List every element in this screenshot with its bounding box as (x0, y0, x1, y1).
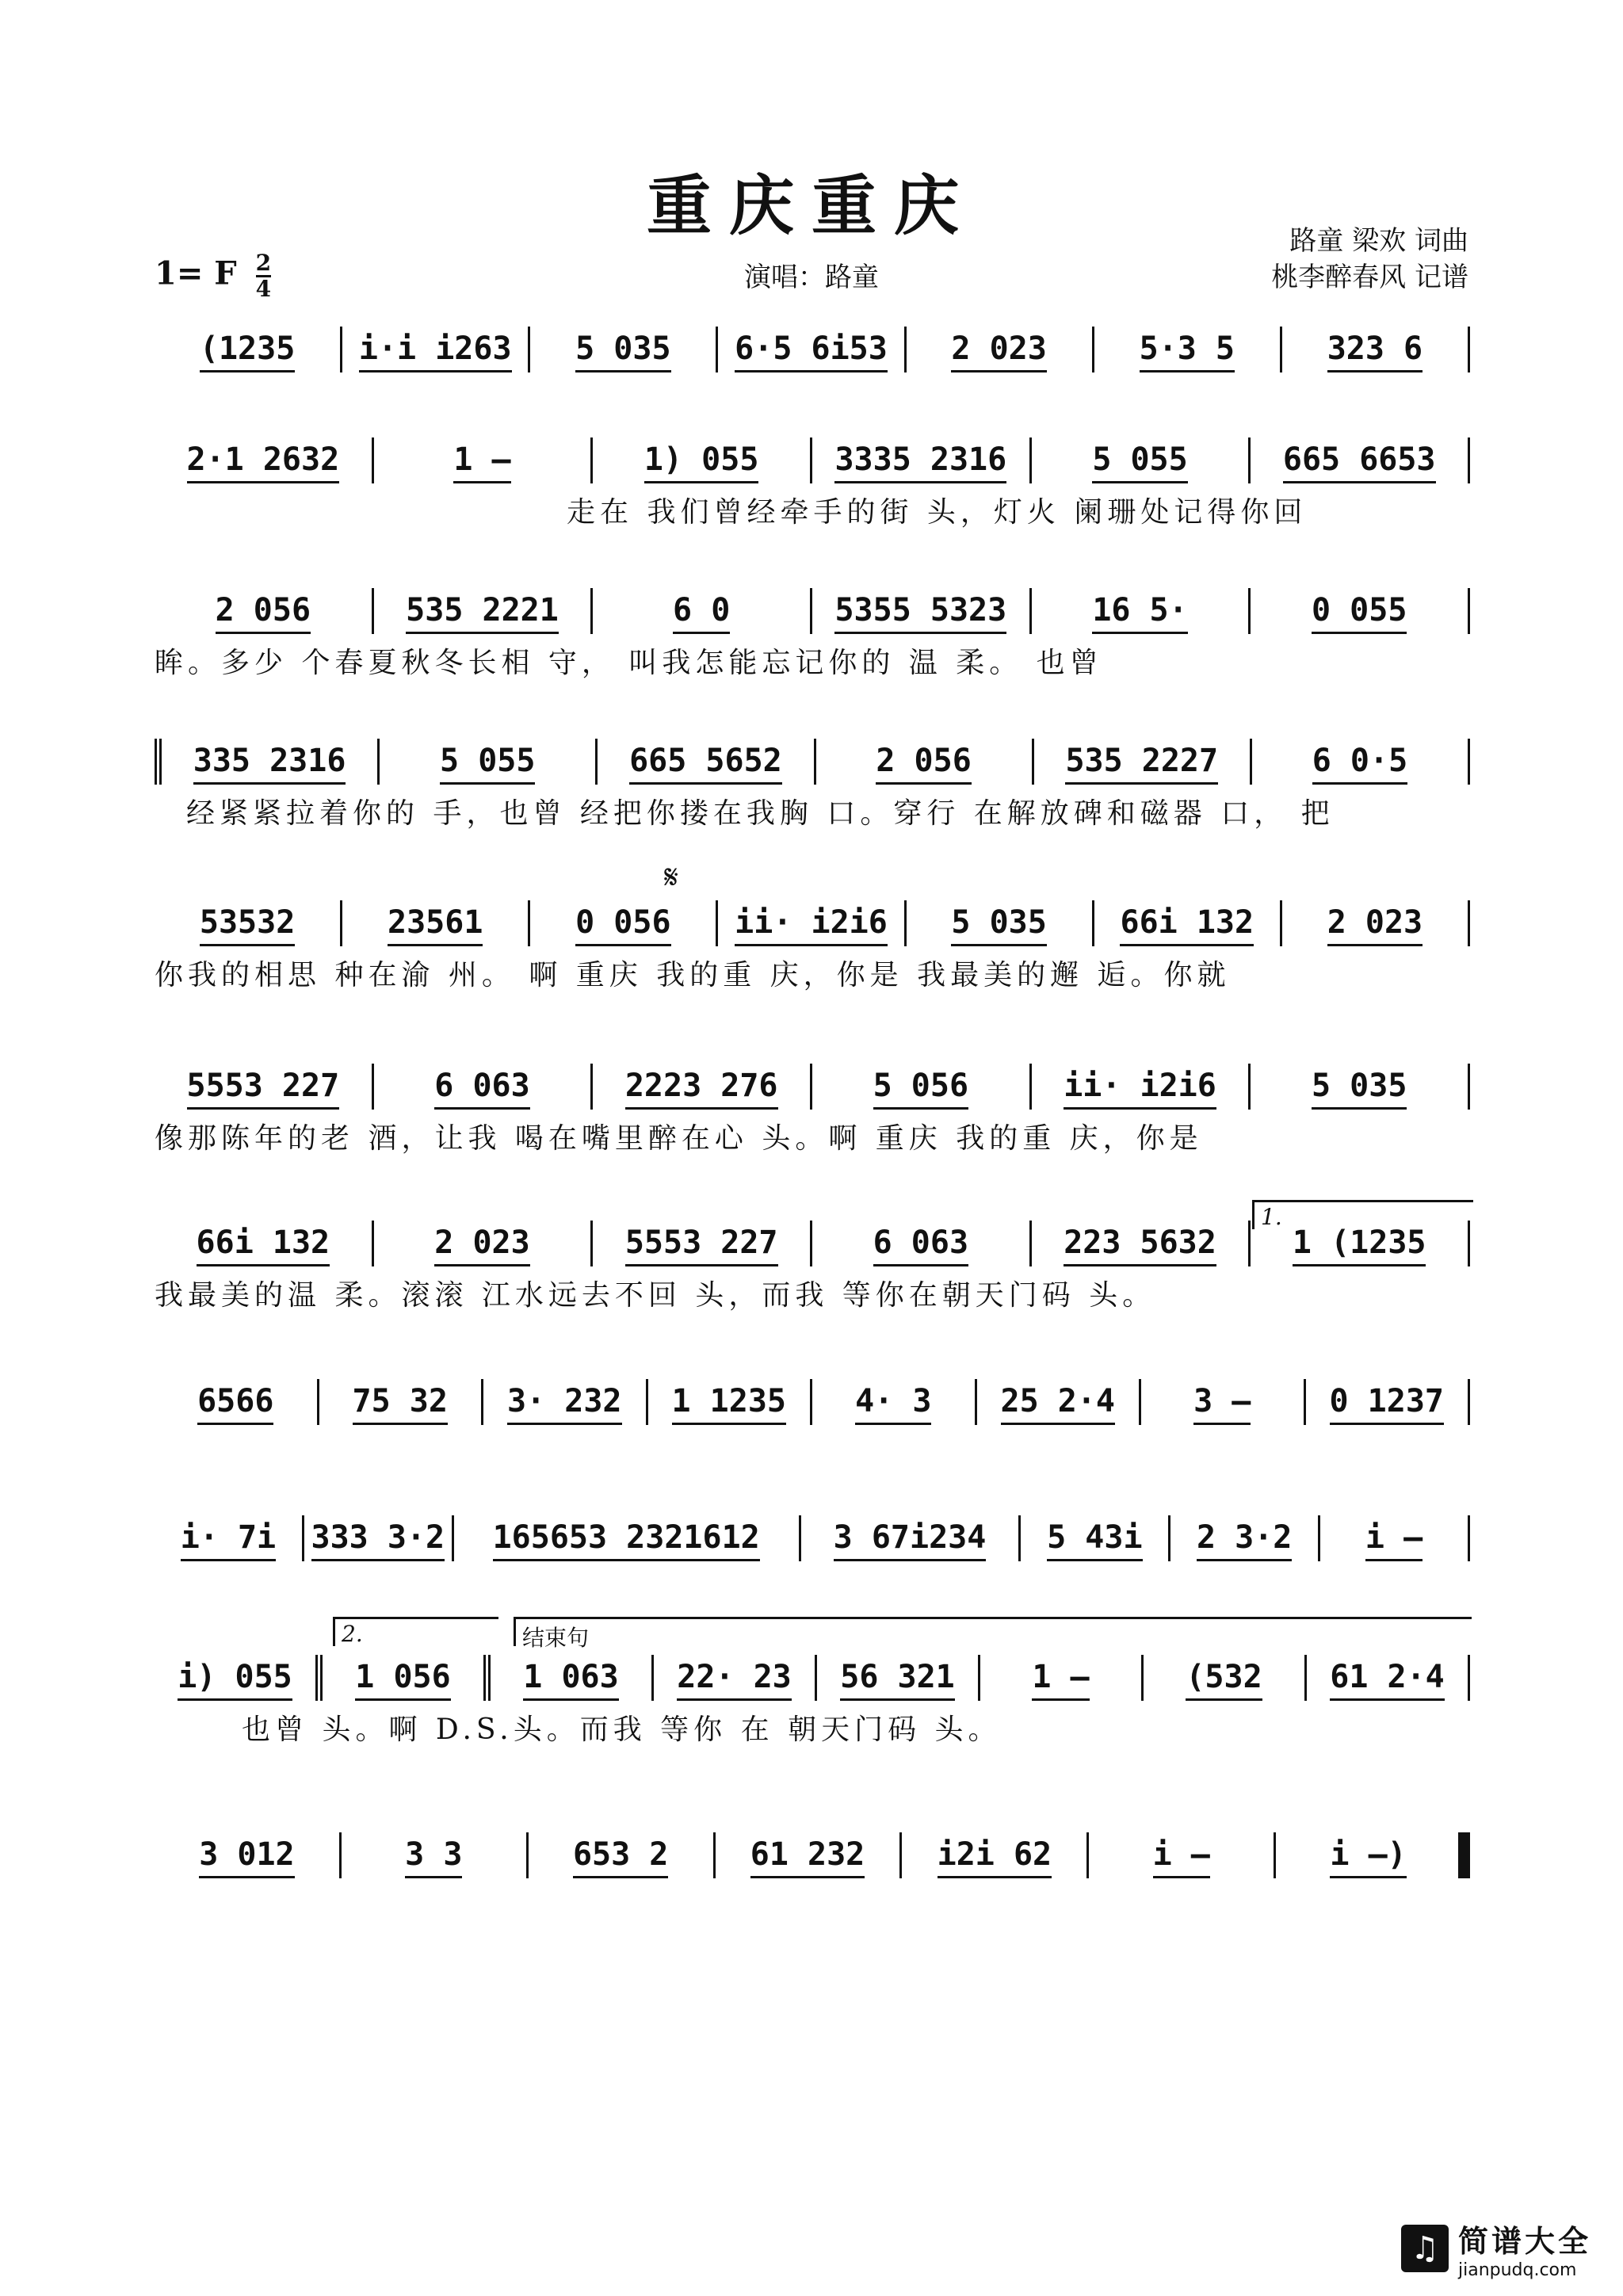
measure (593, 1221, 812, 1266)
notes: 5 055 (1092, 441, 1187, 483)
measure (1094, 327, 1282, 372)
notes: 665 6653 (1283, 441, 1436, 483)
measure (980, 1655, 1144, 1701)
notation-row (155, 891, 1470, 946)
notes: ii· i2i6 (1064, 1068, 1216, 1110)
notes: 6566 (197, 1383, 273, 1425)
notes: 0 1237 (1330, 1383, 1445, 1425)
notation-row (155, 1645, 1470, 1701)
notes: 535 2221 (406, 592, 559, 634)
notes: 165653 2321612 (493, 1519, 760, 1561)
staff-system-8 (155, 1370, 1470, 1425)
notes: 5 035 (575, 330, 670, 372)
measure (454, 1515, 801, 1561)
composer-credit: 路童 梁欢 词曲 (1289, 225, 1468, 257)
notes: 1 056 (355, 1659, 450, 1701)
notation-row (155, 1823, 1470, 1878)
staff-system-4 (155, 729, 1470, 835)
measure (812, 437, 1032, 483)
notes: i – (1153, 1836, 1210, 1878)
notes: 1 1235 (672, 1383, 787, 1425)
notes: (1235 (200, 330, 295, 372)
notes: 5 055 (440, 743, 535, 785)
measure (648, 1379, 813, 1425)
measure (155, 900, 342, 946)
time-numerator: 2 (255, 250, 272, 276)
measure (1320, 1515, 1470, 1561)
notes: 66i 132 (1120, 904, 1254, 946)
notes: 5 056 (873, 1068, 968, 1110)
measure (1252, 739, 1470, 785)
measure (902, 1832, 1089, 1878)
notes: 3335 2316 (834, 441, 1006, 483)
notes: 6·5 6i53 (735, 330, 888, 372)
notes: 25 2·4 (1001, 1383, 1116, 1425)
measure (1032, 1064, 1251, 1110)
measure (530, 900, 718, 946)
measure (1251, 437, 1470, 483)
notes: i2i 62 (938, 1836, 1052, 1878)
time-denominator: 4 (255, 276, 272, 302)
notes: 323 6 (1327, 330, 1423, 372)
notation-row (155, 1211, 1470, 1266)
measure (374, 1064, 594, 1110)
segno-sign: 𝄋 (664, 858, 679, 896)
measure (977, 1379, 1142, 1425)
measure (342, 1832, 529, 1878)
staff-system-6 (155, 1054, 1470, 1160)
watermark-url: jianpudq.com (1457, 2260, 1577, 2280)
site-watermark (1401, 2217, 1591, 2280)
measure (593, 437, 812, 483)
staff-system-7 (155, 1211, 1470, 1317)
lyric-line: 像那陈年的老 酒，让我 喝在嘴里醉在心 头。啊 重庆 我的重 庆，你是 (155, 1122, 1203, 1155)
measure (1306, 1379, 1471, 1425)
notes: 2 023 (1327, 904, 1423, 946)
measure (598, 739, 815, 785)
measure (155, 327, 342, 372)
notes: 56 321 (840, 1659, 955, 1701)
measure (483, 1379, 648, 1425)
staff-system-11 (155, 1823, 1470, 1878)
measure (155, 739, 380, 785)
measure (817, 1655, 980, 1701)
measure (718, 327, 906, 372)
notes: 3 012 (199, 1836, 294, 1878)
notes: 1) 055 (644, 441, 759, 483)
measure (155, 1221, 374, 1266)
measure (380, 739, 598, 785)
measure (304, 1515, 454, 1561)
measure (1251, 588, 1470, 634)
notes: (532 (1186, 1659, 1262, 1701)
measure (1251, 1064, 1470, 1110)
measure (907, 327, 1094, 372)
notes: i – (1365, 1519, 1423, 1561)
notes: 3 67i234 (834, 1519, 987, 1561)
measure (1021, 1515, 1170, 1561)
notes: 23561 (388, 904, 483, 946)
notes: 53532 (200, 904, 295, 946)
notes: 2 056 (216, 592, 311, 634)
notes: 0 055 (1312, 592, 1407, 634)
notes: 653 2 (573, 1836, 668, 1878)
staff-system-5 (155, 891, 1470, 997)
measure (155, 437, 374, 483)
notation-row (155, 317, 1470, 372)
measure (155, 1655, 323, 1701)
staff-system-10 (155, 1645, 1470, 1752)
notes: 61 2·4 (1330, 1659, 1445, 1701)
measure (530, 327, 718, 372)
measure (155, 588, 374, 634)
measure (342, 327, 530, 372)
volta-second-ending: 2. (333, 1617, 498, 1646)
measure (716, 1832, 903, 1878)
ending-phrase-label: 结束句 (514, 1617, 1472, 1646)
measure (801, 1515, 1022, 1561)
notes: 2·1 2632 (187, 441, 340, 483)
staff-system-1 (155, 317, 1470, 372)
score-title: 重庆重庆 (646, 168, 976, 244)
measure (155, 1379, 319, 1425)
measure (1276, 1832, 1470, 1878)
measure (907, 900, 1094, 946)
notes: 6 0 (673, 592, 730, 634)
measure (374, 437, 594, 483)
measure (816, 739, 1034, 785)
measure (1282, 327, 1470, 372)
notes: 5 43i (1047, 1519, 1142, 1561)
measure (812, 1221, 1032, 1266)
notes: 2 023 (951, 330, 1046, 372)
measure (529, 1832, 716, 1878)
notes: 5355 5323 (834, 592, 1006, 634)
measure (1094, 900, 1282, 946)
measure (319, 1379, 484, 1425)
measure (155, 1832, 342, 1878)
measure (654, 1655, 817, 1701)
notes: 61 232 (750, 1836, 865, 1878)
notes: 665 5652 (629, 743, 782, 785)
notes: 3· 232 (507, 1383, 622, 1425)
measure (812, 588, 1032, 634)
measure (812, 1064, 1032, 1110)
notes: 535 2227 (1065, 743, 1218, 785)
notation-row (155, 1506, 1470, 1561)
singer-credit: 演唱：路童 (744, 262, 879, 293)
volta-first-ending: 1. (1252, 1200, 1473, 1229)
measure (323, 1655, 491, 1701)
measure (1089, 1832, 1276, 1878)
lyric-line: 走在 我们曾经牵手的街 头，灯火 阑珊处记得你回 (567, 496, 1308, 529)
measure (1282, 900, 1470, 946)
notes: 5·3 5 (1140, 330, 1235, 372)
measure (1251, 1221, 1470, 1266)
lyric-line: 你我的相思 种在渝 州。 啊 重庆 我的重 庆，你是 我最美的邂 逅。你就 (155, 959, 1231, 991)
notes: 22· 23 (677, 1659, 792, 1701)
transcriber-credit: 桃李醉春风 记谱 (1271, 262, 1468, 293)
notes: 16 5· (1092, 592, 1187, 634)
lyric-line: 经紧紧拉着你的 手，也曾 经把你搂在我胸 口。穿行 在解放碑和磁器 口， 把 (186, 797, 1335, 830)
notation-row (155, 1054, 1470, 1110)
notes: 2 056 (876, 743, 971, 785)
notes: 4· 3 (855, 1383, 931, 1425)
measure (374, 588, 594, 634)
staff-system-2 (155, 428, 1470, 534)
notes: 333 3·2 (311, 1519, 445, 1561)
staff-system-3 (155, 579, 1470, 685)
notes: 6 0·5 (1312, 743, 1407, 785)
notes: 5 035 (1312, 1068, 1407, 1110)
notes: i) 055 (178, 1659, 292, 1701)
measure (1144, 1655, 1307, 1701)
notes: 1 – (1032, 1659, 1089, 1701)
notes: 6 063 (434, 1068, 529, 1110)
notes: 1 (1235 (1293, 1224, 1426, 1266)
notes: ii· i2i6 (735, 904, 888, 946)
lyric-line: 也曾 头。啊 D.S.头。而我 等你 在 朝天门码 头。 (242, 1713, 1002, 1746)
notes: i· 7i (181, 1519, 276, 1561)
notation-row (155, 729, 1470, 785)
measure (1307, 1655, 1470, 1701)
notes: 5 035 (951, 904, 1046, 946)
measure (374, 1221, 594, 1266)
notes: 66i 132 (197, 1224, 330, 1266)
measure (491, 1655, 654, 1701)
notes: 2 023 (434, 1224, 529, 1266)
measure (1032, 437, 1251, 483)
notes: 6 063 (873, 1224, 968, 1266)
measure (1032, 1221, 1251, 1266)
measure (718, 900, 906, 946)
notes: 1 – (453, 441, 510, 483)
lyric-line: 眸。多少 个春夏秋冬长相 守， 叫我怎能忘记你的 温 柔。 也曾 (155, 647, 1103, 679)
key-text: 1= F (155, 254, 237, 292)
notation-row (155, 428, 1470, 483)
notes: 335 2316 (193, 743, 346, 785)
notes: 5553 227 (625, 1224, 778, 1266)
notes: 223 5632 (1064, 1224, 1216, 1266)
notes: 2 3·2 (1197, 1519, 1292, 1561)
notes: i –) (1330, 1836, 1406, 1878)
piano-keys-icon: ♫ (1401, 2225, 1449, 2272)
notes: 75 32 (353, 1383, 448, 1425)
measure (155, 1515, 304, 1561)
staff-system-9 (155, 1506, 1470, 1561)
lyric-line: 我最美的温 柔。滚滚 江水远去不回 头，而我 等你在朝天门码 头。 (155, 1279, 1156, 1312)
measure (593, 588, 812, 634)
watermark-site-name: 简谱大全 (1457, 2224, 1591, 2259)
notes: 0 056 (575, 904, 670, 946)
measure (342, 900, 530, 946)
measure (812, 1379, 977, 1425)
notation-row (155, 1370, 1470, 1425)
measure (155, 1064, 374, 1110)
measure (1170, 1515, 1320, 1561)
notes: 5553 227 (187, 1068, 340, 1110)
measure (1032, 588, 1251, 634)
measure (1141, 1379, 1306, 1425)
notation-row (155, 579, 1470, 634)
notes: 1 063 (523, 1659, 618, 1701)
notes: 3 3 (405, 1836, 462, 1878)
notes: i·i i263 (359, 330, 512, 372)
measure (593, 1064, 812, 1110)
notes: 3 – (1193, 1383, 1251, 1425)
measure (1034, 739, 1252, 785)
notes: 2223 276 (625, 1068, 778, 1110)
